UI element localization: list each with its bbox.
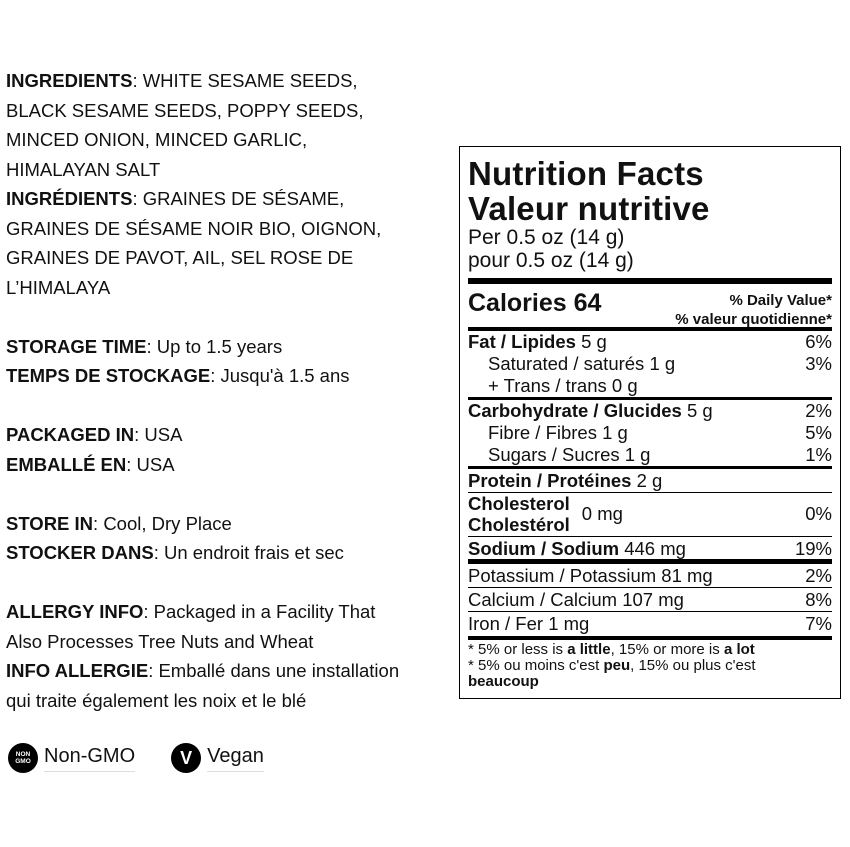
- ingredients-fr-line-1: [6, 184, 456, 214]
- protein-label: Protein / Protéines: [468, 469, 632, 491]
- calories-row: [468, 284, 832, 327]
- storage-fr-label: TEMPS DE STOCKAGE: [6, 365, 211, 386]
- calcium-row: [468, 588, 832, 612]
- packaged-en-value: : USA: [134, 424, 183, 445]
- fat-pct: 6%: [805, 330, 832, 352]
- serving-size-en: Per 0.5 oz (14 g): [468, 226, 625, 249]
- fat-amount: 5 g: [575, 330, 607, 352]
- allergy-fr-value: : Emballé dans une installation: [148, 660, 400, 681]
- saturated-row: [468, 353, 832, 375]
- allergy-en: [6, 597, 456, 627]
- daily-value-en: % Daily Value*: [729, 292, 832, 309]
- trans-row: [468, 375, 832, 400]
- footnote-fr-part-1: * 5% ou moins c'est: [468, 656, 604, 674]
- footnote-fr-part-2: , 15% ou plus c'est: [630, 656, 756, 674]
- footnote-en-lot: a lot: [723, 640, 755, 658]
- allergy-en-label: ALLERGY INFO: [6, 601, 144, 622]
- badges: [8, 743, 300, 773]
- vegan-icon: V: [171, 743, 201, 773]
- carbohydrate-row: [468, 400, 832, 422]
- ingredients-en-label: INGREDIENTS: [6, 70, 133, 91]
- calcium-label: Calcium / Calcium 107 mg: [468, 588, 684, 610]
- cholesterol-pct: 0%: [805, 503, 832, 524]
- daily-value-fr: % valeur quotidienne*: [675, 311, 832, 328]
- ingredients-fr-label: INGRÉDIENTS: [6, 188, 133, 209]
- storage-fr: [6, 361, 456, 391]
- storage-en-label: STORAGE TIME: [6, 335, 147, 357]
- store-fr: [6, 538, 456, 568]
- nutrition-title-fr: Valeur nutritive: [468, 190, 710, 227]
- cholesterol-label-fr: Cholestérol: [468, 514, 570, 535]
- iron-pct: 7%: [805, 612, 832, 634]
- carbohydrate-amount: 5 g: [681, 399, 713, 421]
- ingredients-en-line-4: HIMALAYAN SALT: [6, 158, 161, 180]
- footnote-fr-beaucoup: beaucoup: [468, 672, 539, 690]
- sodium-pct: 19%: [794, 537, 832, 559]
- potassium-row: [468, 564, 832, 588]
- packaged-fr-value: : USA: [126, 453, 175, 475]
- iron-label: Iron / Fer 1 mg: [468, 612, 590, 634]
- non-gmo-icon-text-2: GMO: [15, 758, 31, 765]
- fat-label: Fat / Lipides: [468, 330, 576, 352]
- sodium-label: Sodium / Sodium: [468, 537, 620, 559]
- footnote: [468, 640, 832, 690]
- daily-value-header: [675, 291, 832, 329]
- non-gmo-icon: [8, 743, 38, 773]
- ingredients-en-line-2: BLACK SESAME SEEDS, POPPY SEEDS,: [6, 99, 364, 121]
- nutrition-facts-panel: [459, 146, 841, 699]
- footnote-en-part-1: * 5% or less is: [468, 640, 568, 658]
- packaged-fr-label: EMBALLÉ EN: [6, 453, 127, 475]
- carbohydrate-label: Carbohydrate / Glucides: [468, 399, 682, 421]
- footnote-en: [468, 642, 832, 658]
- fat-row: [468, 331, 832, 353]
- cholesterol-row: [468, 493, 832, 537]
- vegan-badge: [171, 743, 264, 773]
- footnote-en-little: a little: [567, 640, 611, 658]
- carbohydrate-pct: 2%: [805, 399, 832, 421]
- packaged-fr: [6, 450, 456, 480]
- nongmo-badge: [8, 743, 135, 773]
- sodium-amount: 446 mg: [619, 537, 686, 559]
- nutrition-title-en: Nutrition Facts: [468, 155, 704, 192]
- vegan-label: Vegan: [207, 745, 264, 772]
- storage-en: [6, 332, 456, 362]
- footnote-fr: [468, 658, 832, 674]
- ingredients-en-text: : WHITE SESAME SEEDS,: [132, 70, 358, 91]
- ingredients-fr-line-3: GRAINES DE PAVOT, AIL, SEL ROSE DE: [6, 247, 354, 268]
- cholesterol-label-en: Cholesterol: [468, 493, 570, 514]
- packaged-en: [6, 420, 456, 450]
- iron-row: [468, 612, 832, 636]
- fibre-pct: 5%: [805, 421, 832, 443]
- footnote-fr-peu: peu: [603, 656, 631, 674]
- allergy-fr-line-2: qui traite également les noix et le blé: [6, 689, 307, 711]
- product-info-column: [6, 66, 456, 715]
- calories-label: Calories 64: [468, 289, 602, 317]
- store-en-label: STORE IN: [6, 512, 94, 534]
- non-gmo-icon-text-1: NON: [15, 751, 31, 758]
- store-en-value: : Cool, Dry Place: [93, 512, 232, 534]
- sugars-label: Sugars / Sucres 1 g: [488, 443, 651, 465]
- store-en: [6, 509, 456, 539]
- cholesterol-amount: 0 mg: [581, 503, 623, 524]
- allergy-en-line-2: Also Processes Tree Nuts and Wheat: [6, 630, 314, 652]
- sugars-row: [468, 444, 832, 469]
- allergy-fr-label: INFO ALLERGIE: [6, 660, 149, 681]
- sugars-pct: 1%: [805, 443, 832, 465]
- protein-row: [468, 469, 832, 493]
- allergy-en-value: : Packaged in a Facility That: [143, 601, 376, 622]
- allergy-fr: [6, 656, 456, 686]
- footnote-en-part-2: , 15% or more is: [610, 640, 724, 658]
- serving-size-fr: pour 0.5 oz (14 g): [468, 249, 634, 272]
- fibre-label: Fibre / Fibres 1 g: [488, 421, 628, 443]
- ingredients-fr-text: : GRAINES DE SÉSAME,: [132, 188, 345, 209]
- storage-fr-value: : Jusqu'à 1.5 ans: [210, 365, 350, 386]
- ingredients-fr-line-2: GRAINES DE SÉSAME NOIR BIO, OIGNON,: [6, 217, 382, 239]
- fibre-row: [468, 422, 832, 444]
- ingredients-en-line-3: MINCED ONION, MINCED GARLIC,: [6, 129, 308, 150]
- non-gmo-label: Non-GMO: [44, 745, 135, 772]
- store-fr-value: : Un endroit frais et sec: [153, 542, 344, 563]
- potassium-pct: 2%: [805, 564, 832, 586]
- calcium-pct: 8%: [805, 588, 832, 610]
- saturated-pct: 3%: [805, 352, 832, 374]
- storage-en-value: : Up to 1.5 years: [146, 335, 283, 357]
- sodium-row: [468, 537, 832, 564]
- saturated-label: Saturated / saturés 1 g: [488, 352, 676, 374]
- store-fr-label: STOCKER DANS: [6, 542, 154, 563]
- potassium-label: Potassium / Potassium 81 mg: [468, 564, 713, 586]
- ingredients-fr-line-4: L’HIMALAYA: [6, 276, 111, 298]
- trans-label: + Trans / trans 0 g: [488, 374, 638, 396]
- protein-amount: 2 g: [631, 469, 663, 491]
- packaged-en-label: PACKAGED IN: [6, 424, 135, 445]
- ingredients-en-line-1: [6, 66, 456, 96]
